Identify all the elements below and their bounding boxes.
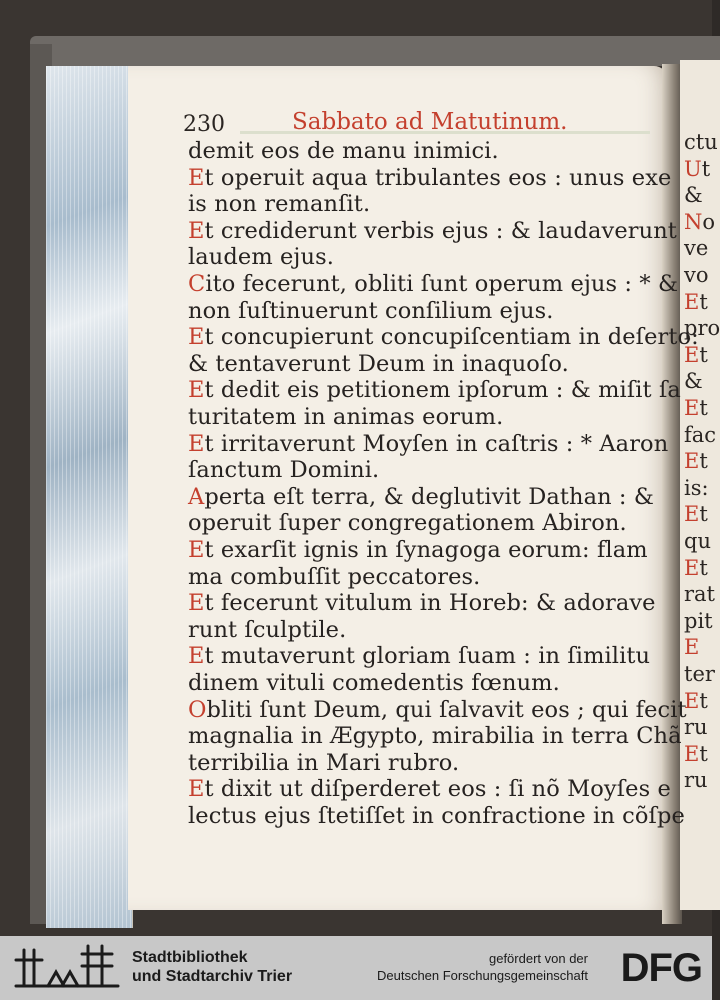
fragment-text: ter <box>684 662 715 686</box>
fragment-text: pit <box>684 608 713 633</box>
text-line <box>188 351 658 377</box>
line-text: non ſuſtinuerunt conſilium ejus. <box>188 297 554 324</box>
fragment-text: t <box>699 449 708 474</box>
right-page-fragment-line <box>684 290 708 314</box>
right-page-fragment-line <box>684 369 703 393</box>
fragment-text: vo <box>684 263 709 287</box>
text-line <box>188 617 658 643</box>
fragment-text: pro <box>684 316 720 341</box>
line-text: t concupierunt concupiſcentiam in deſerto: <box>204 324 699 351</box>
text-line <box>188 537 658 563</box>
line-text: t exarſit ignis in ſynagoga eorum: flam <box>204 537 648 563</box>
fragment-text: ru <box>684 768 708 793</box>
line-text: terribilia in Mari rubro. <box>188 749 460 776</box>
fragment-text: is: <box>684 475 709 500</box>
text-line <box>188 776 671 803</box>
line-text: t irritaverunt Moyſen in caſtris : * Aaron <box>204 430 669 457</box>
footer-bar <box>0 936 712 1000</box>
fragment-text: t <box>699 688 708 713</box>
rubricated-initial: E <box>684 342 700 367</box>
right-page-fragment-line <box>684 396 708 420</box>
line-text: magnalia in Ægypto, mirabilia in terra Chã <box>188 723 682 750</box>
right-page-fragment-line <box>684 502 708 526</box>
rubricated-initial: E <box>188 430 205 457</box>
line-text: perta eſt terra, & deglutivit Dathan : & <box>204 483 654 510</box>
right-page-fragment-line <box>684 210 715 234</box>
rubricated-initial: E <box>188 217 205 244</box>
rubricated-initial: E <box>684 688 700 713</box>
fragment-text: & <box>684 369 703 394</box>
page-number: 230 <box>183 112 225 137</box>
text-line <box>188 298 658 324</box>
fragment-text: ve <box>684 236 709 261</box>
fragment-text: ru <box>684 715 708 740</box>
text-line <box>188 723 682 750</box>
fragment-text: qu <box>684 529 711 553</box>
funding-credit <box>377 950 588 984</box>
line-text: dinem vituli comedentis fœnum. <box>188 670 560 696</box>
text-line <box>188 138 658 164</box>
fragment-text: & <box>684 183 703 208</box>
rubricated-initial: N <box>684 209 703 234</box>
fragment-text: t <box>701 156 711 181</box>
line-text: demit eos de manu inimici. <box>188 138 499 164</box>
fragment-text: fac <box>684 422 717 447</box>
right-page-fragment-line <box>684 768 708 792</box>
right-page-fragment-line <box>684 742 708 766</box>
line-text: t dixit ut diſperderet eos : ſi nõ Moyſes e <box>204 776 671 803</box>
line-text: is non remanſit. <box>188 191 371 218</box>
rubricated-initial: C <box>188 271 206 297</box>
text-line <box>188 271 679 297</box>
rubricated-initial: E <box>684 502 700 527</box>
text-line <box>188 377 681 404</box>
line-text: lectus ejus ſtetiſſet in confractione in cõſpe <box>188 803 685 829</box>
stadtbibliothek-logo-icon <box>12 942 122 994</box>
text-line <box>188 643 658 669</box>
fragment-text: t <box>699 396 708 420</box>
fragment-text: t <box>699 555 708 580</box>
line-text: ſanctum Domini. <box>188 457 380 484</box>
rubricated-initial: E <box>188 377 205 404</box>
library-name <box>132 948 292 986</box>
text-line <box>188 670 658 696</box>
line-text: ma combuſſit peccatores. <box>188 563 481 590</box>
right-page-fragment-line <box>684 662 715 686</box>
right-page-fragment-line <box>684 476 709 500</box>
line-text: laudem ejus. <box>188 244 334 271</box>
text-line <box>188 590 658 616</box>
line-text: t dedit eis petitionem ipſorum : & miſit ſa <box>204 377 681 404</box>
line-text: t fecerunt vitulum in Horeb: & adorave <box>204 590 656 617</box>
right-page-fragment-line <box>684 556 708 580</box>
book-cover-top <box>30 36 720 66</box>
right-page-fragment-line <box>684 130 718 154</box>
funding-credit-line1: gefördert von der <box>488 951 588 966</box>
rubricated-initial: E <box>188 643 205 670</box>
text-line <box>188 803 685 829</box>
right-page-fragment-line <box>684 423 716 447</box>
fragment-text: o <box>702 209 716 234</box>
line-text: runt ſculptile. <box>188 616 347 643</box>
fragment-text: t <box>699 741 708 766</box>
rubricated-initial: O <box>188 696 207 723</box>
line-text: t crediderunt verbis ejus : & laudaverunt <box>204 217 677 244</box>
line-text: ito fecerunt, obliti ſunt operum ejus : * & <box>205 271 679 297</box>
funding-credit-line2: Deutschen Forschungsgemeinschaft <box>376 968 588 983</box>
rubricated-initial: E <box>188 537 205 563</box>
right-page-fragment-line <box>684 236 708 260</box>
library-name-line1: Stadtbibliothek <box>132 949 248 966</box>
text-line <box>188 484 658 510</box>
right-page-fragment-line <box>684 263 709 287</box>
line-text: t mutaverunt gloriam ſuam : in ſimilitu <box>204 643 651 670</box>
text-line <box>188 164 672 191</box>
fragment-text: ctu <box>684 130 718 154</box>
fragment-text: t <box>699 342 708 367</box>
rubricated-initial: E <box>188 776 205 803</box>
right-page-fragment <box>680 60 720 910</box>
rubricated-initial: E <box>684 289 700 314</box>
text-line <box>188 244 658 270</box>
rubricated-initial: E <box>188 590 205 617</box>
right-page-fragment-line <box>684 689 708 713</box>
right-page-fragment-line <box>684 635 699 659</box>
rubricated-initial: U <box>684 156 702 181</box>
fragment-text: rat <box>684 582 715 607</box>
rubricated-initial: E <box>684 741 700 766</box>
right-page-fragment-line <box>684 157 710 181</box>
text-line <box>188 750 658 776</box>
rubricated-initial: E <box>684 635 700 660</box>
text-line <box>188 191 658 217</box>
rubricated-initial: E <box>188 164 205 191</box>
text-line <box>188 510 658 536</box>
library-name-line2: und Stadtarchiv Trier <box>132 968 293 985</box>
line-text: operuit ſuper congregationem Abiron. <box>188 510 627 537</box>
text-line <box>188 564 658 590</box>
text-line <box>188 430 669 457</box>
fragment-text: t <box>699 289 708 314</box>
line-text: turitatem in animas eorum. <box>188 404 504 430</box>
right-page-fragment-line <box>684 529 711 553</box>
fragment-text: t <box>699 502 708 527</box>
line-text: t operuit aqua tribulantes eos : unus exe <box>204 164 672 191</box>
text-line <box>188 404 658 430</box>
right-page-fragment-line <box>684 449 708 473</box>
marbled-fore-edge <box>46 66 133 928</box>
rubricated-initial: E <box>684 555 700 580</box>
text-line <box>188 696 687 723</box>
line-text: bliti ſunt Deum, qui ſalvavit eos ; qui fecit <box>206 696 687 723</box>
text-line <box>188 324 699 351</box>
dfg-logo: DFG <box>620 946 702 990</box>
rubricated-initial: E <box>188 324 205 351</box>
right-page-fragment-line <box>684 582 715 606</box>
running-title: Sabbato ad Matutinum. <box>292 109 568 135</box>
right-page-fragment-line <box>684 609 713 633</box>
text-line <box>188 217 677 244</box>
rubricated-initial: E <box>684 449 700 474</box>
rubricated-initial: E <box>684 396 700 420</box>
line-text: & tentaverunt Deum in inaquoſo. <box>188 350 569 377</box>
right-page-fragment-line <box>684 183 703 207</box>
rubricated-initial: A <box>188 483 205 510</box>
right-page-fragment-line <box>684 715 708 739</box>
text-line <box>188 457 658 483</box>
